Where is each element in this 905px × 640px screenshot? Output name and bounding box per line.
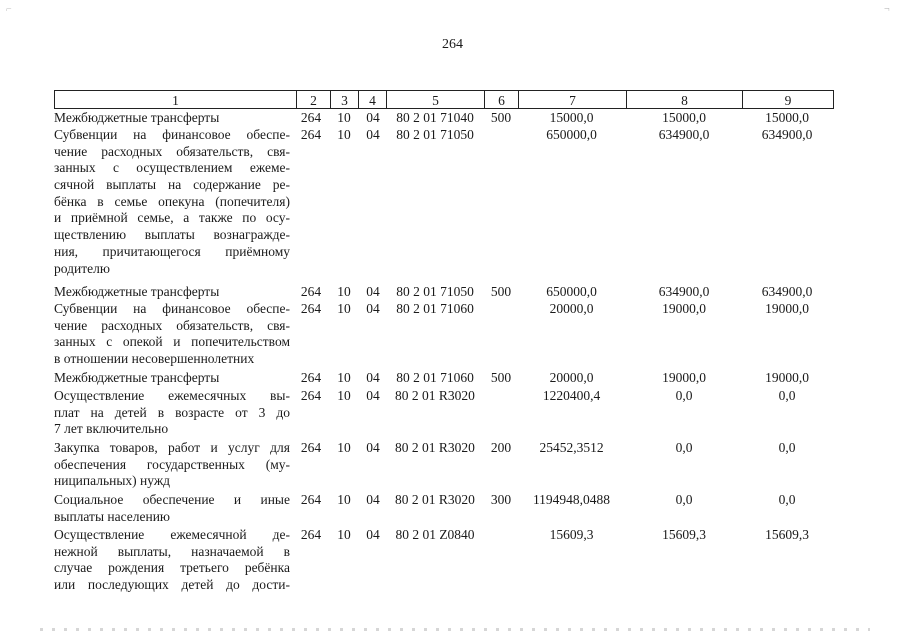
description-line: Субвенции на финансовое обеспе- — [54, 127, 290, 142]
description-line: нежной выплаты, назначаемой в — [54, 543, 290, 559]
cell-subsection: 04 — [366, 440, 380, 455]
cell-target-article: 80 2 01 71060 — [396, 370, 474, 385]
description-line: чение расходных обязательств, свя- — [54, 317, 290, 333]
cell-amount-9: 634900,0 — [761, 284, 813, 299]
header-col-8: 8 — [626, 90, 742, 109]
cell-amount-7: 15609,3 — [549, 527, 594, 542]
cell-amount-8: 634900,0 — [658, 284, 710, 299]
cell-amount-7: 650000,0 — [546, 127, 597, 142]
table-header — [0, 90, 905, 109]
cell-section: 10 — [337, 127, 351, 142]
cell-amount-9: 15609,3 — [765, 527, 809, 542]
cell-subsection: 04 — [366, 301, 380, 316]
cell-target-article: 80 2 01 Z0840 — [395, 527, 475, 542]
cell-section: 10 — [337, 527, 351, 542]
row-description — [54, 110, 290, 127]
description-line: занных с осуществлением ежеме- — [54, 160, 290, 176]
cell-section: 10 — [337, 284, 351, 299]
cell-ministry-code: 264 — [300, 110, 322, 125]
description-line: Межбюджетные трансферты — [54, 284, 220, 299]
description-line: ния, причитающегося приёмному — [54, 243, 290, 259]
cell-subsection: 04 — [366, 284, 380, 299]
cell-amount-7: 650000,0 — [546, 284, 597, 299]
cell-section: 10 — [337, 110, 351, 125]
cell-expense-type: 500 — [490, 110, 512, 125]
cell-subsection: 04 — [366, 527, 380, 542]
row-description — [54, 127, 290, 277]
header-col-5: 5 — [386, 90, 484, 109]
cell-amount-8: 19000,0 — [662, 301, 706, 316]
description-line: Субвенции на финансовое обеспе- — [54, 301, 290, 316]
cell-section: 10 — [337, 388, 351, 403]
cell-subsection: 04 — [366, 492, 380, 507]
cell-target-article: 80 2 01 R3020 — [395, 388, 475, 403]
header-col-7: 7 — [518, 90, 626, 109]
description-line: Межбюджетные трансферты — [54, 370, 220, 385]
row-description — [54, 388, 290, 438]
cell-expense-type: 200 — [490, 440, 512, 455]
cell-amount-7: 25452,3512 — [539, 440, 604, 455]
description-line: Осуществление ежемесячной де- — [54, 527, 290, 542]
cell-expense-type: 500 — [490, 284, 512, 299]
cell-ministry-code: 264 — [300, 440, 322, 455]
cell-target-article: 80 2 01 71050 — [396, 284, 474, 299]
cell-target-article: 80 2 01 71040 — [396, 110, 474, 125]
cell-ministry-code: 264 — [300, 492, 322, 507]
cell-target-article: 80 2 01 71060 — [396, 301, 474, 316]
cell-ministry-code: 264 — [300, 127, 322, 142]
cell-amount-7: 1220400,4 — [542, 388, 601, 403]
cell-target-article: 80 2 01 R3020 — [395, 492, 475, 507]
cell-ministry-code: 264 — [300, 527, 322, 542]
scan-corner-mark: ¬ — [884, 4, 890, 15]
description-line: бёнка в семье опекуна (попечителя) — [54, 193, 290, 209]
cell-subsection: 04 — [366, 127, 380, 142]
row-description — [54, 284, 290, 301]
cell-target-article: 80 2 01 R3020 — [395, 440, 475, 455]
cell-expense-type: 300 — [490, 492, 512, 507]
header-col-1: 1 — [54, 90, 296, 109]
cell-amount-9: 0,0 — [778, 388, 796, 403]
cell-ministry-code: 264 — [300, 370, 322, 385]
header-col-2: 2 — [296, 90, 330, 109]
description-line: 7 лет включительно — [54, 421, 169, 437]
description-line: плат на детей в возрасте от 3 до — [54, 404, 290, 420]
description-line: родителю — [54, 260, 110, 276]
cell-target-article: 80 2 01 71050 — [396, 127, 474, 142]
page-number: 264 — [442, 37, 463, 52]
description-line: Осуществление ежемесячных вы- — [54, 388, 290, 403]
scan-corner-mark: ⌐ — [6, 4, 12, 15]
cell-amount-8: 634900,0 — [658, 127, 710, 142]
cell-amount-9: 19000,0 — [765, 370, 809, 385]
cell-section: 10 — [337, 492, 351, 507]
description-line: случае рождения третьего ребёнка — [54, 560, 290, 576]
scan-noise-footer — [40, 628, 870, 631]
cell-ministry-code: 264 — [300, 301, 322, 316]
cell-section: 10 — [337, 301, 351, 316]
description-line: сячной выплаты на содержание ре- — [54, 177, 290, 193]
cell-amount-7: 20000,0 — [549, 301, 594, 316]
description-line: обеспечения государственных (му- — [54, 456, 290, 472]
description-line: в отношении несовершеннолетних — [54, 351, 255, 367]
header-col-4: 4 — [358, 90, 386, 109]
cell-amount-8: 0,0 — [675, 492, 693, 507]
row-description — [54, 440, 290, 490]
description-line: Межбюджетные трансферты — [54, 110, 220, 125]
description-line: Социальное обеспечение и иные — [54, 492, 290, 507]
cell-ministry-code: 264 — [300, 388, 322, 403]
cell-amount-8: 0,0 — [675, 388, 693, 403]
description-line: выплаты населению — [54, 508, 171, 524]
cell-amount-8: 19000,0 — [662, 370, 706, 385]
description-line: ниципальных) нужд — [54, 473, 171, 489]
cell-subsection: 04 — [366, 388, 380, 403]
description-line: ществлению выплаты вознагражде- — [54, 227, 290, 243]
description-line: чение расходных обязательств, свя- — [54, 143, 290, 159]
cell-subsection: 04 — [366, 110, 380, 125]
cell-amount-9: 0,0 — [778, 492, 796, 507]
description-line: Закупка товаров, работ и услуг для — [54, 440, 290, 455]
cell-amount-8: 0,0 — [675, 440, 693, 455]
cell-section: 10 — [337, 440, 351, 455]
cell-section: 10 — [337, 370, 351, 385]
header-col-3: 3 — [330, 90, 358, 109]
cell-amount-9: 0,0 — [778, 440, 796, 455]
cell-amount-7: 15000,0 — [549, 110, 594, 125]
cell-amount-9: 19000,0 — [765, 301, 809, 316]
cell-subsection: 04 — [366, 370, 380, 385]
row-description — [54, 492, 290, 525]
description-line: занных с опекой и попечительством — [54, 334, 290, 350]
header-col-6: 6 — [484, 90, 518, 109]
header-col-9: 9 — [742, 90, 834, 109]
description-line: или последующих детей до дости- — [54, 577, 290, 593]
cell-amount-9: 15000,0 — [765, 110, 809, 125]
description-line: и приёмной семье, а также по осу- — [54, 210, 290, 226]
row-description — [54, 527, 290, 594]
cell-expense-type: 500 — [490, 370, 512, 385]
cell-amount-8: 15609,3 — [662, 527, 706, 542]
cell-amount-7: 20000,0 — [549, 370, 594, 385]
row-description — [54, 301, 290, 368]
cell-amount-9: 634900,0 — [761, 127, 813, 142]
cell-amount-7: 1194948,0488 — [532, 492, 611, 507]
row-description — [54, 370, 290, 387]
cell-amount-8: 15000,0 — [662, 110, 706, 125]
cell-ministry-code: 264 — [300, 284, 322, 299]
